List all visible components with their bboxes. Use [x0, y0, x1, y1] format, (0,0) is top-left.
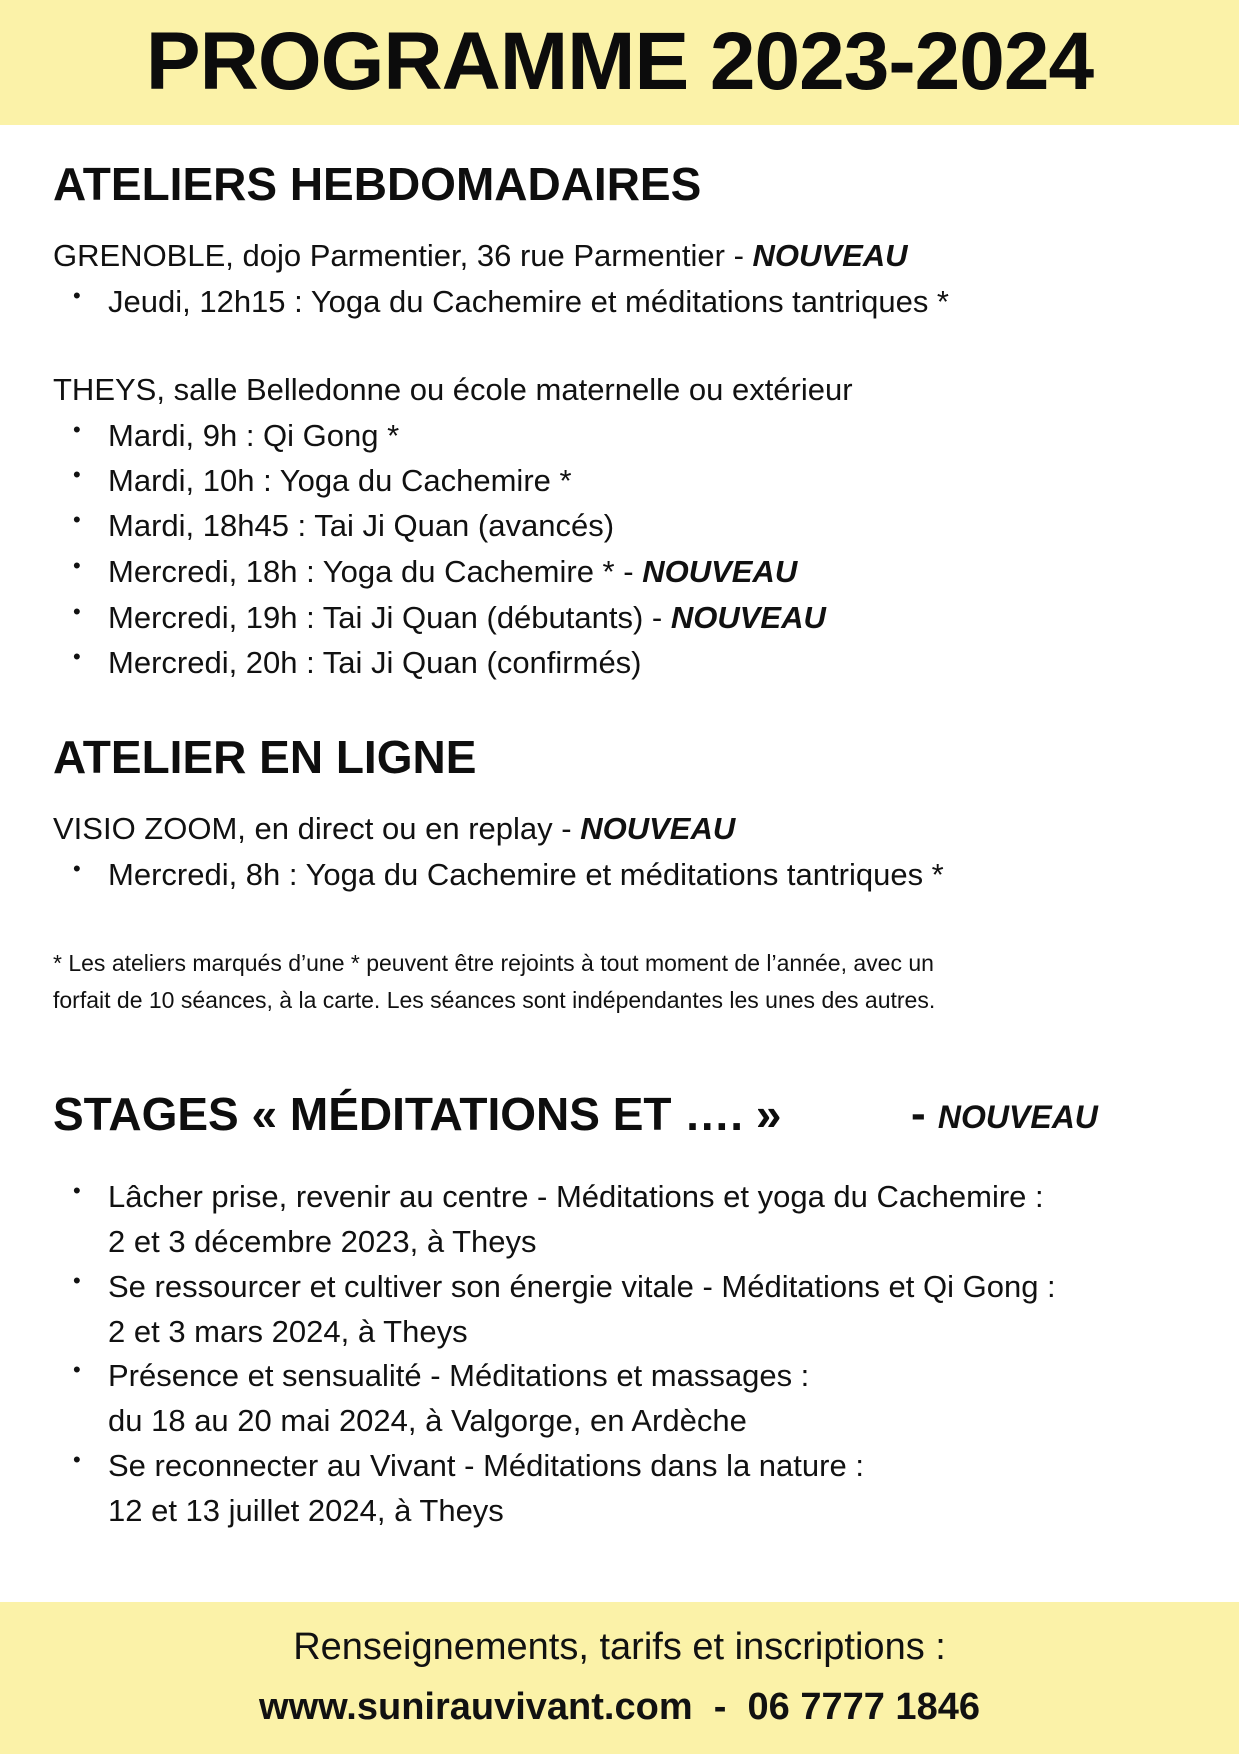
new-tag: NOUVEAU: [752, 238, 908, 273]
list-item: [73, 413, 399, 458]
footnote-line: forfait de 10 séances, à la carte. Les séances sont indépendantes les unes des autres.: [53, 987, 936, 1013]
stage-item-text: [108, 1264, 1056, 1354]
bullet-icon: •: [73, 644, 81, 669]
bullet-icon: •: [73, 1357, 81, 1382]
footer-band: [0, 1602, 1239, 1754]
footer-info: Renseignements, tarifs et inscriptions :: [293, 1626, 946, 1668]
new-tag: NOUVEAU: [642, 554, 798, 589]
list-item: [73, 1443, 864, 1533]
list-item-text: [108, 595, 826, 640]
stage-item-text: [108, 1353, 809, 1443]
theys-location: THEYS, salle Belledonne ou école maternelle ou extérieur: [53, 372, 853, 407]
footnote-line: * Les ateliers marqués d’une * peuvent être rejoints à tout moment de l’année, avec un: [53, 950, 934, 976]
stage-date: 12 et 13 juillet 2024, à Theys: [108, 1493, 504, 1528]
stage-title: Présence et sensualité - Méditations et massages :: [108, 1358, 810, 1393]
page-title: PROGRAMME 2023-2024: [145, 16, 1094, 107]
list-item: [73, 549, 797, 594]
list-item: [73, 852, 944, 897]
footnote: [53, 945, 1203, 1019]
grenoble-location-text: GRENOBLE, dojo Parmentier, 36 rue Parmentier -: [53, 238, 753, 273]
phone-number[interactable]: 06 7777 1846: [747, 1686, 980, 1728]
list-item-text: Jeudi, 12h15 : Yoga du Cachemire et méditations tantriques *: [108, 284, 949, 319]
new-tag: NOUVEAU: [670, 600, 826, 635]
bullet-icon: •: [73, 856, 81, 881]
footer-separator: -: [692, 1686, 748, 1728]
new-tag: NOUVEAU: [937, 1099, 1098, 1135]
list-item-text: Mardi, 9h : Qi Gong *: [108, 418, 400, 453]
bullet-icon: •: [73, 462, 81, 487]
list-item: [73, 1353, 809, 1443]
stage-item-text: [108, 1443, 864, 1533]
list-item: [73, 595, 826, 640]
list-item-text: Mardi, 10h : Yoga du Cachemire *: [108, 463, 572, 498]
list-item: [73, 503, 614, 548]
stages-dash: -: [911, 1089, 938, 1138]
list-item: [73, 1174, 1044, 1264]
list-item-text: Mercredi, 20h : Tai Ji Quan (confirmés): [108, 645, 642, 680]
list-item-label: Mercredi, 19h : Tai Ji Quan (débutants) -: [108, 600, 671, 635]
list-item: [73, 1264, 1056, 1354]
weekly-section-title: ATELIERS HEBDOMADAIRES: [53, 158, 702, 210]
list-item-label: Mercredi, 18h : Yoga du Cachemire * -: [108, 554, 643, 589]
bullet-icon: •: [73, 1178, 81, 1203]
list-item-text: [108, 549, 797, 594]
list-item: [73, 458, 572, 503]
list-item-text: Mardi, 18h45 : Tai Ji Quan (avancés): [108, 508, 615, 543]
bullet-icon: •: [73, 599, 81, 624]
online-section-title: ATELIER EN LIGNE: [53, 731, 477, 783]
stage-date: du 18 au 20 mai 2024, à Valgorge, en Ardèche: [108, 1403, 747, 1438]
online-location-text: VISIO ZOOM, en direct ou en replay -: [53, 811, 581, 846]
website-link[interactable]: www.sunirauvivant.com: [259, 1686, 693, 1728]
online-location: [53, 811, 735, 847]
stage-item-text: [108, 1174, 1044, 1264]
stages-new-label: [911, 1089, 1098, 1139]
stages-section-title: STAGES « MÉDITATIONS ET …. »: [53, 1088, 782, 1140]
stage-date: 2 et 3 mars 2024, à Theys: [108, 1314, 468, 1349]
stage-date: 2 et 3 décembre 2023, à Theys: [108, 1224, 537, 1259]
bullet-icon: •: [73, 1268, 81, 1293]
bullet-icon: •: [73, 1447, 81, 1472]
stage-title: Se reconnecter au Vivant - Méditations dans la nature :: [108, 1448, 864, 1483]
stage-title: Se ressourcer et cultiver son énergie vitale - Méditations et Qi Gong :: [108, 1269, 1056, 1304]
stage-title: Lâcher prise, revenir au centre - Méditations et yoga du Cachemire :: [108, 1179, 1044, 1214]
footer-contact: [0, 1684, 1239, 1730]
new-tag: NOUVEAU: [580, 811, 736, 846]
bullet-icon: •: [73, 283, 81, 308]
grenoble-location: [53, 238, 908, 274]
list-item: [73, 640, 642, 685]
bullet-icon: •: [73, 417, 81, 442]
list-item-text: Mercredi, 8h : Yoga du Cachemire et méditations tantriques *: [108, 857, 944, 892]
bullet-icon: •: [73, 507, 81, 532]
bullet-icon: •: [73, 553, 81, 578]
list-item: [73, 279, 949, 324]
header-band: [0, 0, 1239, 125]
